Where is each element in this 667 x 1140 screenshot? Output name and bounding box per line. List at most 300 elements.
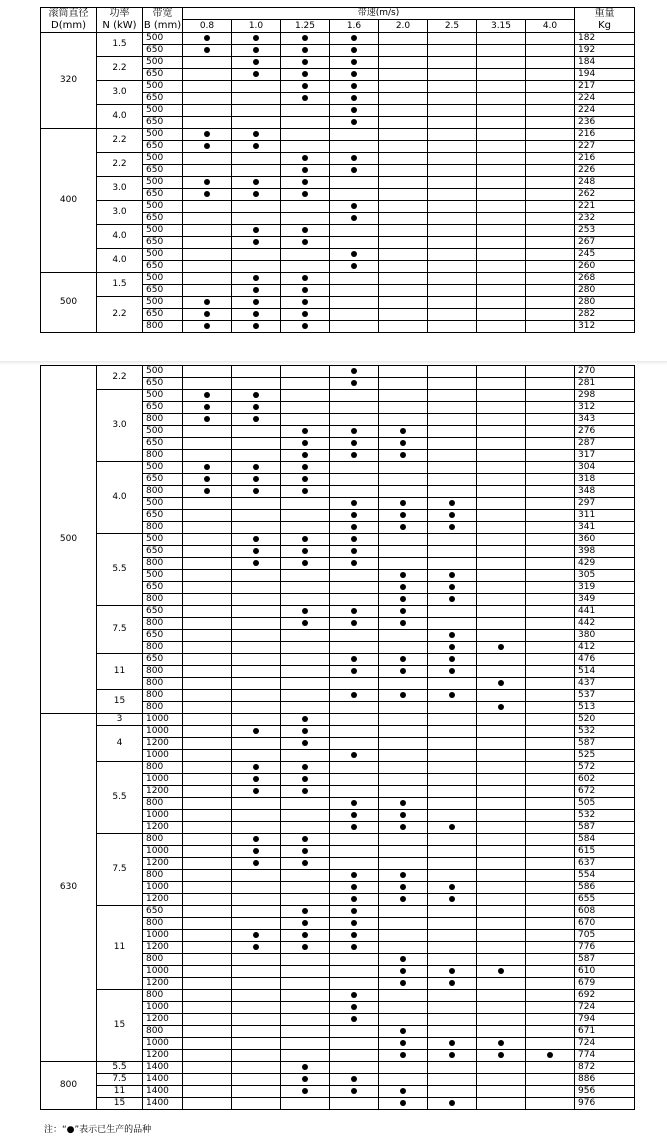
width-cell: 650 <box>143 654 183 666</box>
produced-dot-icon <box>302 95 308 101</box>
speed-cell <box>379 834 428 846</box>
speed-cell <box>281 714 330 726</box>
produced-dot-icon <box>302 47 308 53</box>
weight-cell: 587 <box>575 822 635 834</box>
speed-cell <box>526 918 575 930</box>
produced-dot-icon <box>498 680 504 686</box>
speed-cell <box>428 93 477 105</box>
speed-cell <box>232 426 281 438</box>
speed-cell <box>330 297 379 309</box>
speed-cell <box>183 654 232 666</box>
speed-cell <box>232 189 281 201</box>
table-row <box>41 81 635 93</box>
speed-cell <box>232 594 281 606</box>
weight-cell: 794 <box>575 1014 635 1026</box>
produced-dot-icon <box>302 848 308 854</box>
speed-cell <box>379 714 428 726</box>
speed-cell <box>281 990 330 1002</box>
weight-cell: 724 <box>575 1038 635 1050</box>
speed-cell <box>232 69 281 81</box>
produced-dot-icon <box>302 620 308 626</box>
speed-cell <box>183 846 232 858</box>
speed-cell <box>330 1062 379 1074</box>
speed-cell <box>379 213 428 225</box>
speed-cell <box>281 858 330 870</box>
speed-cell <box>281 225 330 237</box>
speed-cell <box>183 366 232 378</box>
speed-cell <box>281 105 330 117</box>
produced-dot-icon <box>351 884 357 890</box>
speed-cell <box>379 153 428 165</box>
speed-cell <box>281 57 330 69</box>
speed-cell <box>281 261 330 273</box>
speed-cell <box>183 225 232 237</box>
weight-cell: 287 <box>575 438 635 450</box>
width-cell: 1200 <box>143 786 183 798</box>
speed-cell <box>379 690 428 702</box>
speed-cell <box>428 714 477 726</box>
table-row <box>41 177 635 189</box>
produced-dot-icon <box>351 896 357 902</box>
speed-cell <box>526 189 575 201</box>
speed-cell <box>379 762 428 774</box>
produced-dot-icon <box>400 596 406 602</box>
speed-cell <box>428 858 477 870</box>
speed-cell <box>183 942 232 954</box>
speed-cell <box>477 918 526 930</box>
speed-cell <box>428 630 477 642</box>
produced-dot-icon <box>351 428 357 434</box>
speed-cell <box>477 558 526 570</box>
speed-cell <box>281 630 330 642</box>
speed-cell <box>281 546 330 558</box>
produced-dot-icon <box>204 416 210 422</box>
width-cell: 500 <box>143 570 183 582</box>
power-cell: 7.5 <box>97 1074 143 1086</box>
speed-cell <box>330 402 379 414</box>
speed-cell <box>281 882 330 894</box>
speed-cell <box>526 438 575 450</box>
speed-cell <box>526 462 575 474</box>
speed-cell <box>526 750 575 762</box>
speed-cell <box>330 414 379 426</box>
produced-dot-icon <box>204 179 210 185</box>
speed-cell <box>428 822 477 834</box>
speed-cell <box>281 666 330 678</box>
speed-cell <box>477 882 526 894</box>
speed-cell <box>281 273 330 285</box>
header-speed-1: 1.0 <box>232 20 281 33</box>
speed-cell <box>330 978 379 990</box>
speed-cell <box>183 1014 232 1026</box>
speed-cell <box>379 666 428 678</box>
speed-cell <box>428 402 477 414</box>
speed-cell <box>183 1026 232 1038</box>
produced-dot-icon <box>302 920 308 926</box>
speed-cell <box>379 630 428 642</box>
produced-dot-icon <box>449 884 455 890</box>
width-cell: 1000 <box>143 714 183 726</box>
produced-dot-icon <box>253 143 259 149</box>
speed-cell <box>428 213 477 225</box>
produced-dot-icon <box>351 107 357 113</box>
table-row <box>41 606 635 618</box>
speed-cell <box>379 522 428 534</box>
produced-dot-icon <box>253 275 259 281</box>
speed-cell <box>477 618 526 630</box>
table-row <box>41 906 635 918</box>
speed-cell <box>477 129 526 141</box>
produced-dot-icon <box>302 548 308 554</box>
produced-dot-icon <box>302 59 308 65</box>
produced-dot-icon <box>351 452 357 458</box>
weight-cell: 280 <box>575 297 635 309</box>
speed-cell <box>428 261 477 273</box>
speed-cell <box>526 321 575 333</box>
speed-cell <box>330 786 379 798</box>
power-cell: 2.2 <box>97 57 143 81</box>
speed-cell <box>477 273 526 285</box>
produced-dot-icon <box>400 812 406 818</box>
speed-cell <box>526 378 575 390</box>
speed-cell <box>526 978 575 990</box>
speed-cell <box>183 702 232 714</box>
speed-cell <box>330 165 379 177</box>
produced-dot-icon <box>400 824 406 830</box>
produced-dot-icon <box>400 872 406 878</box>
table-row <box>41 726 635 738</box>
speed-cell <box>428 225 477 237</box>
produced-dot-icon <box>351 1076 357 1082</box>
speed-cell <box>379 654 428 666</box>
speed-cell <box>428 1014 477 1026</box>
speed-cell <box>379 1050 428 1062</box>
speed-cell <box>379 870 428 882</box>
table-row <box>41 1086 635 1098</box>
speed-cell <box>477 189 526 201</box>
speed-cell <box>428 177 477 189</box>
width-cell: 500 <box>143 534 183 546</box>
speed-cell <box>330 690 379 702</box>
produced-dot-icon <box>449 584 455 590</box>
speed-cell <box>526 117 575 129</box>
produced-dot-icon <box>351 95 357 101</box>
speed-cell <box>232 762 281 774</box>
power-cell: 3.0 <box>97 201 143 225</box>
speed-cell <box>281 201 330 213</box>
table-row <box>41 714 635 726</box>
speed-cell <box>477 33 526 45</box>
speed-cell <box>428 450 477 462</box>
speed-cell <box>183 426 232 438</box>
speed-cell <box>183 546 232 558</box>
speed-cell <box>477 666 526 678</box>
speed-cell <box>428 1038 477 1050</box>
speed-cell <box>183 165 232 177</box>
speed-cell <box>183 774 232 786</box>
speed-cell <box>232 858 281 870</box>
speed-cell <box>428 201 477 213</box>
produced-dot-icon <box>351 59 357 65</box>
speed-cell <box>428 57 477 69</box>
speed-cell <box>428 522 477 534</box>
produced-dot-icon <box>204 464 210 470</box>
header-speed-6: 3.15 <box>477 20 526 33</box>
speed-cell <box>183 510 232 522</box>
speed-cell <box>330 990 379 1002</box>
produced-dot-icon <box>351 800 357 806</box>
speed-cell <box>232 462 281 474</box>
speed-cell <box>183 882 232 894</box>
diameter-cell: 500 <box>41 273 97 333</box>
speed-cell <box>281 321 330 333</box>
produced-dot-icon <box>449 896 455 902</box>
speed-cell <box>281 297 330 309</box>
speed-cell <box>379 486 428 498</box>
speed-cell <box>232 558 281 570</box>
speed-cell <box>428 378 477 390</box>
speed-cell <box>526 498 575 510</box>
speed-cell <box>526 1014 575 1026</box>
speed-cell <box>526 1086 575 1098</box>
speed-cell <box>183 834 232 846</box>
weight-cell: 260 <box>575 261 635 273</box>
speed-cell <box>526 285 575 297</box>
power-cell: 3.0 <box>97 390 143 462</box>
power-cell: 5.5 <box>97 1062 143 1074</box>
speed-cell <box>183 261 232 273</box>
power-cell: 7.5 <box>97 834 143 906</box>
weight-cell: 976 <box>575 1098 635 1110</box>
speed-cell <box>281 45 330 57</box>
width-cell: 800 <box>143 678 183 690</box>
speed-cell <box>330 702 379 714</box>
weight-cell: 724 <box>575 1002 635 1014</box>
speed-cell <box>526 486 575 498</box>
speed-cell <box>281 486 330 498</box>
speed-cell <box>526 690 575 702</box>
speed-cell <box>183 618 232 630</box>
weight-cell: 637 <box>575 858 635 870</box>
weight-cell: 312 <box>575 402 635 414</box>
speed-cell <box>526 93 575 105</box>
speed-cell <box>428 774 477 786</box>
speed-cell <box>281 69 330 81</box>
speed-cell <box>477 750 526 762</box>
speed-cell <box>379 189 428 201</box>
speed-cell <box>281 153 330 165</box>
power-cell: 2.2 <box>97 366 143 390</box>
speed-cell <box>281 558 330 570</box>
speed-cell <box>232 546 281 558</box>
width-cell: 1000 <box>143 750 183 762</box>
speed-cell <box>232 642 281 654</box>
speed-cell <box>183 177 232 189</box>
produced-dot-icon <box>351 83 357 89</box>
speed-cell <box>183 309 232 321</box>
produced-dot-icon <box>449 824 455 830</box>
weight-cell: 281 <box>575 378 635 390</box>
speed-cell <box>477 654 526 666</box>
speed-cell <box>477 834 526 846</box>
speed-cell <box>379 69 428 81</box>
width-cell: 1000 <box>143 846 183 858</box>
produced-dot-icon <box>302 464 308 470</box>
weight-cell: 514 <box>575 666 635 678</box>
width-cell: 500 <box>143 498 183 510</box>
produced-dot-icon <box>351 155 357 161</box>
speed-cell <box>526 1038 575 1050</box>
width-cell: 500 <box>143 33 183 45</box>
speed-cell <box>330 618 379 630</box>
speed-cell <box>281 1098 330 1110</box>
speed-cell <box>281 366 330 378</box>
speed-cell <box>477 378 526 390</box>
speed-cell <box>526 1098 575 1110</box>
speed-cell <box>477 141 526 153</box>
speed-cell <box>330 594 379 606</box>
speed-cell <box>232 906 281 918</box>
produced-dot-icon <box>400 608 406 614</box>
width-cell: 1000 <box>143 774 183 786</box>
speed-cell <box>232 1074 281 1086</box>
width-cell: 800 <box>143 642 183 654</box>
speed-cell <box>232 438 281 450</box>
speed-cell <box>477 1002 526 1014</box>
weight-cell: 655 <box>575 894 635 906</box>
speed-cell <box>330 954 379 966</box>
speed-cell <box>281 93 330 105</box>
table-row <box>41 105 635 117</box>
speed-cell <box>330 714 379 726</box>
speed-cell <box>428 297 477 309</box>
produced-dot-icon <box>351 203 357 209</box>
produced-dot-icon <box>302 776 308 782</box>
speed-cell <box>281 1014 330 1026</box>
speed-cell <box>183 522 232 534</box>
speed-cell <box>330 273 379 285</box>
speed-cell <box>428 918 477 930</box>
speed-cell <box>232 990 281 1002</box>
speed-cell <box>526 141 575 153</box>
produced-dot-icon <box>449 1040 455 1046</box>
speed-cell <box>477 990 526 1002</box>
speed-cell <box>183 630 232 642</box>
weight-cell: 216 <box>575 129 635 141</box>
speed-cell <box>428 666 477 678</box>
speed-cell <box>477 906 526 918</box>
produced-dot-icon <box>302 239 308 245</box>
speed-cell <box>379 966 428 978</box>
width-cell: 1000 <box>143 726 183 738</box>
produced-dot-icon <box>302 608 308 614</box>
produced-dot-icon <box>449 692 455 698</box>
speed-cell <box>183 918 232 930</box>
speed-cell <box>281 726 330 738</box>
speed-cell <box>183 582 232 594</box>
width-cell: 500 <box>143 426 183 438</box>
speed-cell <box>281 141 330 153</box>
speed-cell <box>232 297 281 309</box>
speed-cell <box>477 81 526 93</box>
speed-cell <box>379 1002 428 1014</box>
speed-cell <box>281 213 330 225</box>
produced-dot-icon <box>400 692 406 698</box>
speed-cell <box>183 129 232 141</box>
speed-cell <box>330 846 379 858</box>
width-cell: 1200 <box>143 942 183 954</box>
speed-cell <box>330 498 379 510</box>
speed-cell <box>428 414 477 426</box>
speed-cell <box>330 1002 379 1014</box>
speed-cell <box>281 690 330 702</box>
produced-dot-icon <box>302 788 308 794</box>
speed-cell <box>232 45 281 57</box>
speed-cell <box>232 201 281 213</box>
speed-cell <box>281 522 330 534</box>
speed-cell <box>232 1038 281 1050</box>
width-cell: 800 <box>143 594 183 606</box>
speed-cell <box>428 870 477 882</box>
speed-cell <box>526 1062 575 1074</box>
produced-dot-icon <box>204 476 210 482</box>
speed-cell <box>330 462 379 474</box>
speed-cell <box>379 726 428 738</box>
width-cell: 800 <box>143 918 183 930</box>
weight-cell: 184 <box>575 57 635 69</box>
speed-cell <box>428 726 477 738</box>
speed-cell <box>281 654 330 666</box>
power-cell: 11 <box>97 906 143 990</box>
power-cell: 3 <box>97 714 143 726</box>
speed-cell <box>232 714 281 726</box>
speed-cell <box>428 606 477 618</box>
speed-cell <box>330 105 379 117</box>
speed-cell <box>526 402 575 414</box>
speed-cell <box>281 438 330 450</box>
produced-dot-icon <box>253 536 259 542</box>
speed-cell <box>526 129 575 141</box>
speed-cell <box>281 426 330 438</box>
speed-cell <box>379 618 428 630</box>
speed-cell <box>379 474 428 486</box>
weight-cell: 317 <box>575 450 635 462</box>
speed-cell <box>428 366 477 378</box>
speed-cell <box>477 57 526 69</box>
speed-cell <box>526 762 575 774</box>
speed-cell <box>477 774 526 786</box>
produced-dot-icon <box>351 536 357 542</box>
produced-dot-icon <box>253 560 259 566</box>
speed-cell <box>379 822 428 834</box>
width-cell: 650 <box>143 213 183 225</box>
speed-cell <box>281 678 330 690</box>
width-cell: 650 <box>143 237 183 249</box>
speed-cell <box>526 642 575 654</box>
speed-cell <box>526 870 575 882</box>
produced-dot-icon <box>547 1052 553 1058</box>
speed-cell <box>183 45 232 57</box>
weight-cell: 182 <box>575 33 635 45</box>
speed-cell <box>477 570 526 582</box>
speed-cell <box>428 309 477 321</box>
speed-cell <box>477 954 526 966</box>
speed-cell <box>428 882 477 894</box>
weight-cell: 312 <box>575 321 635 333</box>
speed-cell <box>281 582 330 594</box>
produced-dot-icon <box>351 35 357 41</box>
speed-cell <box>477 1026 526 1038</box>
